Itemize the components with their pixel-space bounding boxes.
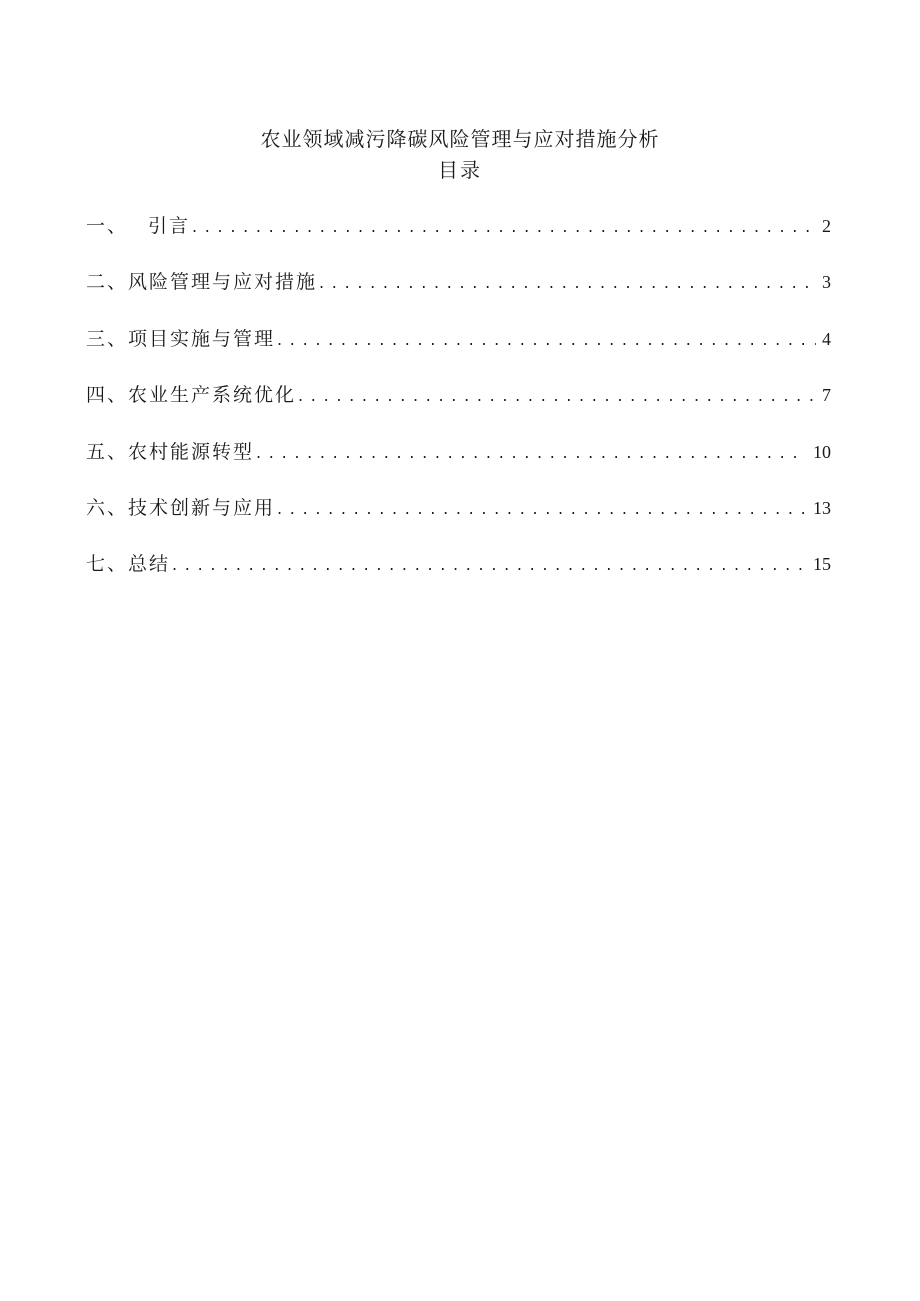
toc-entry-title: 农村能源转型 [128,440,255,463]
table-of-contents [86,214,831,609]
toc-entry-page: 2 [822,216,831,236]
toc-entry-page: 10 [813,441,831,462]
toc-dot-leader [256,441,807,465]
toc-dot-leader [172,553,807,577]
toc-entry-title: 风险管理与应对措施 [128,271,318,294]
toc-entry-page: 15 [813,554,831,575]
toc-entry-energy-transition[interactable] [86,440,831,496]
toc-entry-summary[interactable] [86,552,831,608]
toc-heading: 目录 [438,158,482,182]
toc-entry-page: 7 [822,385,831,406]
toc-entry-number: 二、 [86,271,129,294]
toc-entry-number: 一、 [86,215,129,237]
toc-entry-number: 三、 [86,327,129,350]
toc-dot-leader [319,271,816,295]
toc-entry-title: 农业生产系统优化 [128,384,297,407]
toc-dot-leader [277,328,816,352]
toc-dot-leader [298,384,816,408]
toc-entry-title: 引言 [148,215,191,237]
toc-entry-title: 技术创新与应用 [128,496,276,519]
document-title: 农业领域减污降碳风险管理与应对措施分析 [260,127,660,151]
toc-entry-introduction[interactable] [86,214,831,270]
toc-entry-risk-management[interactable] [86,270,831,326]
toc-entry-page: 3 [822,272,831,293]
toc-dot-leader [277,497,807,521]
toc-entry-production-optimization[interactable] [86,383,831,439]
toc-entry-number: 六、 [86,496,129,519]
toc-entry-page: 4 [822,328,831,349]
toc-entry-number: 七、 [86,553,129,576]
toc-dot-leader [192,215,816,239]
toc-entry-number: 五、 [86,440,129,463]
toc-entry-page: 13 [813,497,831,518]
toc-entry-project-implementation[interactable] [86,327,831,383]
toc-entry-number: 四、 [86,384,129,407]
toc-entry-technology-innovation[interactable] [86,496,831,552]
toc-entry-title: 总结 [128,553,171,576]
toc-entry-title: 项目实施与管理 [128,327,276,350]
